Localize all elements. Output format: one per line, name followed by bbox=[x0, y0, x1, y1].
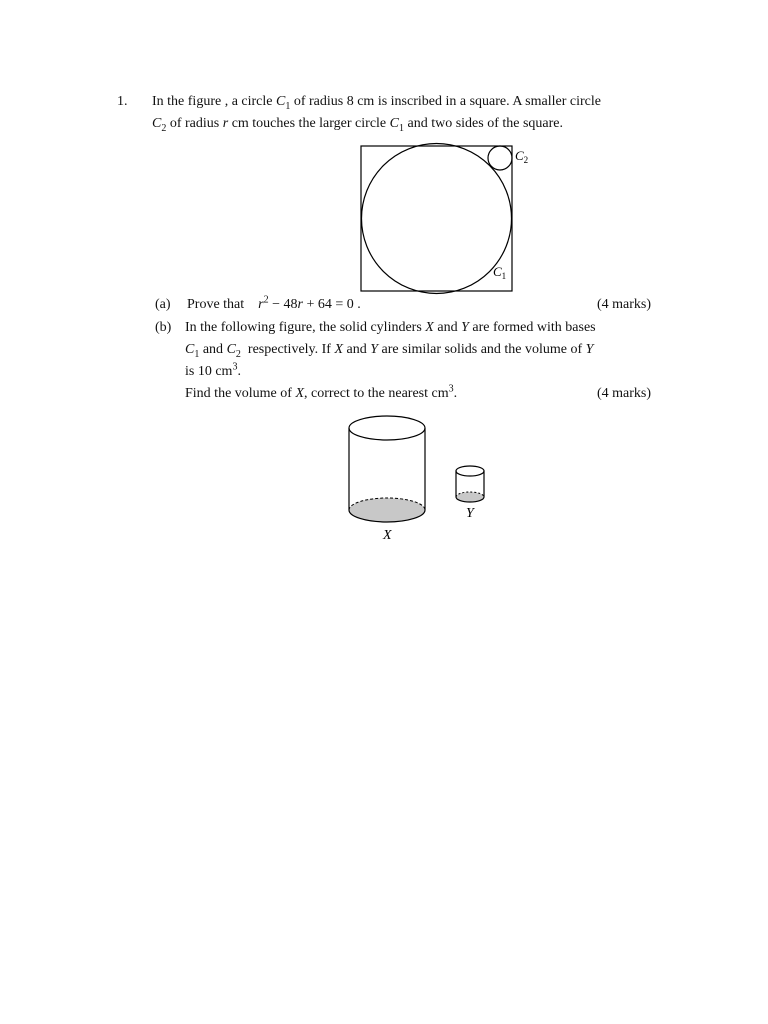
text: . bbox=[237, 364, 241, 379]
part-b-line-3 bbox=[185, 361, 241, 380]
part-b-label: (b) bbox=[155, 320, 172, 335]
small-circle-c2 bbox=[488, 146, 512, 170]
intro-text: In the figure , a circle bbox=[152, 94, 276, 109]
c1-symbol: C bbox=[389, 116, 399, 131]
part-a-text bbox=[187, 294, 361, 313]
c1-symbol: C bbox=[276, 94, 286, 109]
c2-symbol: C bbox=[152, 116, 162, 131]
intro-line-1 bbox=[152, 94, 601, 110]
x-symbol: X bbox=[295, 386, 304, 401]
part-b-marks: (4 marks) bbox=[596, 386, 651, 401]
c2-subscript: 2 bbox=[161, 122, 167, 134]
superscript: 3 bbox=[448, 383, 454, 395]
text: . bbox=[453, 386, 458, 401]
question-number: 1. bbox=[117, 94, 128, 109]
r-symbol: r bbox=[222, 116, 229, 131]
label-c2: $C_2$ bbox=[515, 148, 529, 165]
text: respectively. If bbox=[240, 342, 335, 357]
part-a-marks: (4 marks) bbox=[596, 297, 651, 312]
x-symbol: X bbox=[334, 342, 344, 357]
cylinders-figure bbox=[340, 408, 500, 548]
c2-symbol: C bbox=[226, 342, 236, 357]
part-a-label: (a) bbox=[155, 297, 171, 312]
equation-r: r bbox=[258, 297, 264, 312]
intro-text: of radius bbox=[166, 116, 223, 131]
intro-text: cm touches the larger circle bbox=[228, 116, 390, 131]
text: and bbox=[343, 342, 371, 357]
text: and bbox=[433, 320, 462, 335]
large-circle-c1 bbox=[362, 144, 512, 294]
x-symbol: X bbox=[425, 320, 434, 335]
text: are formed with bases bbox=[468, 320, 596, 335]
cylinder-y bbox=[456, 466, 484, 502]
part-b-line-2 bbox=[185, 342, 593, 358]
cylinder-x bbox=[349, 416, 425, 522]
intro-text: and two sides of the square. bbox=[403, 116, 564, 131]
square bbox=[361, 146, 512, 291]
text: Find the volume of bbox=[185, 386, 296, 401]
square-circles-figure bbox=[350, 140, 540, 300]
equation-exponent: 2 bbox=[263, 294, 269, 306]
part-a-prompt: Prove that bbox=[187, 297, 245, 312]
text: is 10 cm bbox=[185, 364, 233, 379]
label-x: X bbox=[383, 528, 392, 543]
part-b-line-1 bbox=[185, 320, 596, 336]
cylinder-y-top bbox=[456, 466, 484, 476]
c1-subscript: 1 bbox=[194, 348, 200, 360]
equation-r: r bbox=[297, 297, 303, 312]
label-c1: $C_1$ bbox=[493, 264, 507, 281]
intro-text: of radius 8 cm is inscribed in a square. A smaller circle bbox=[290, 94, 601, 109]
y-symbol: Y bbox=[585, 342, 594, 357]
part-b-line-4 bbox=[185, 383, 458, 402]
equation-part: + 64 = 0 . bbox=[302, 297, 361, 312]
y-symbol: Y bbox=[461, 320, 469, 335]
c2-subscript: 2 bbox=[235, 348, 241, 360]
text: In the following figure, the solid cylinders bbox=[185, 320, 426, 335]
text: and bbox=[199, 342, 227, 357]
superscript: 3 bbox=[232, 361, 238, 373]
c1-symbol: C bbox=[185, 342, 195, 357]
intro-line-2 bbox=[152, 116, 563, 132]
y-symbol: Y bbox=[370, 342, 379, 357]
cylinder-x-top bbox=[349, 416, 425, 440]
c1-subscript: 1 bbox=[398, 122, 404, 134]
equation-part: − 48 bbox=[268, 297, 298, 312]
c1-subscript: 1 bbox=[285, 100, 291, 112]
text: , correct to the nearest cm bbox=[304, 386, 449, 401]
label-y: Y bbox=[466, 506, 474, 521]
text: are similar solids and the volume of bbox=[378, 342, 586, 357]
